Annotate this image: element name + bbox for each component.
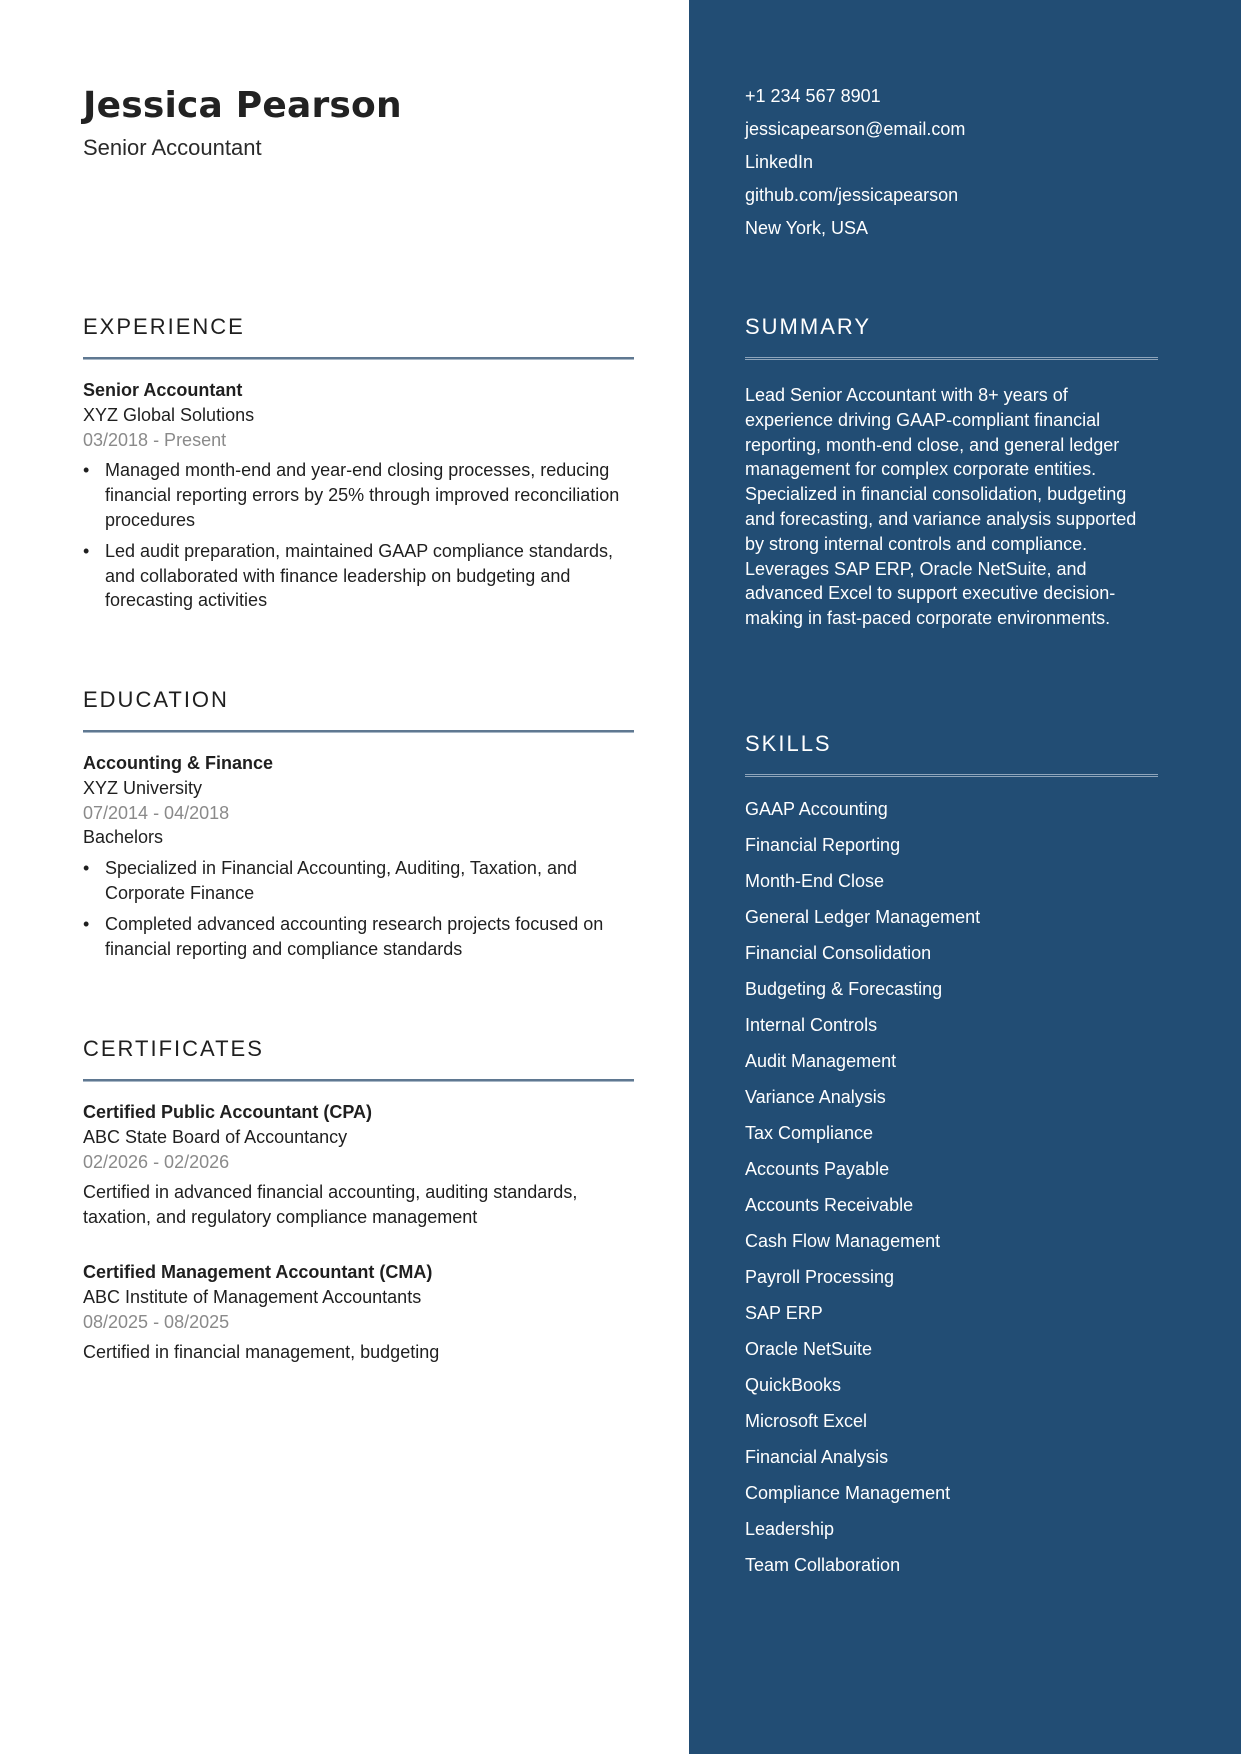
experience-company: XYZ Global Solutions <box>83 404 255 425</box>
skills-section-header <box>745 730 1158 777</box>
skill-item: Variance Analysis <box>745 1087 886 1107</box>
contact-phone[interactable]: +1 234 567 8901 <box>745 86 881 106</box>
education-heading: EDUCATION <box>83 687 229 712</box>
certificate-entry <box>83 1260 634 1365</box>
skill-item: Accounts Receivable <box>745 1195 914 1215</box>
skill-item: Internal Controls <box>745 1015 878 1035</box>
bullet-icon: • <box>83 540 90 561</box>
bullet-text: Managed month-end and year-end closing processes, reducing financial reporting errors by 25% through improved reconciliation procedures <box>105 460 620 530</box>
list-item <box>83 458 634 532</box>
bullet-text: Completed advanced accounting research projects focused on financial reporting and compliance standards <box>105 913 604 959</box>
bullet-icon: • <box>83 913 90 934</box>
skill-item: Accounts Payable <box>745 1159 890 1179</box>
skill-item: Microsoft Excel <box>745 1411 868 1431</box>
summary-text: Lead Senior Accountant with 8+ years of experience driving GAAP-compliant financial reporting, month-end close, and general ledger management for complex corporate entities. Specialized in financial consolidation, budgeting and forecasting, and variance analysis supported by strong internal controls and compliance. Leverages SAP ERP, Oracle NetSuite, and advanced Excel to support executive decision-making in fast-paced corporate environments. <box>745 385 1137 629</box>
skill-item: Month-End Close <box>745 871 885 891</box>
bullet-icon: • <box>83 858 90 879</box>
experience-job-title: Senior Accountant <box>83 380 243 400</box>
contact-github[interactable]: github.com/jessicapearson <box>745 185 959 205</box>
experience-dates: 03/2018 - Present <box>83 429 227 450</box>
bullet-text: Led audit preparation, maintained GAAP compliance standards, and collaborated with finance leadership on budgeting and forecasting activities <box>105 540 613 611</box>
education-divider <box>83 730 634 733</box>
education-dates: 07/2014 - 04/2018 <box>83 802 230 823</box>
bullet-text: Specialized in Financial Accounting, Auditing, Taxation, and Corporate Finance <box>105 858 577 903</box>
skill-item: Financial Consolidation <box>745 943 932 963</box>
skill-item: Compliance Management <box>745 1483 951 1503</box>
certificates-heading: CERTIFICATES <box>83 1036 264 1061</box>
candidate-title: Senior Accountant <box>83 135 262 160</box>
certificate-title: Certified Public Accountant (CPA) <box>83 1102 373 1122</box>
certificate-description: Certified in advanced financial accounting, auditing standards, taxation, and regulatory compliance management <box>83 1182 578 1228</box>
education-program: Accounting & Finance <box>83 753 274 773</box>
list-item <box>83 856 634 906</box>
certificate-dates: 02/2026 - 02/2026 <box>83 1151 230 1172</box>
skill-item: Cash Flow Management <box>745 1231 941 1251</box>
education-bullets <box>83 856 634 961</box>
skill-item: Tax Compliance <box>745 1123 874 1143</box>
contact-linkedin[interactable]: LinkedIn <box>745 152 814 172</box>
summary-heading: SUMMARY <box>745 314 872 339</box>
skill-item: General Ledger Management <box>745 907 981 927</box>
skill-item: Audit Management <box>745 1051 897 1071</box>
contact-location: New York, USA <box>745 218 869 238</box>
bullet-icon: • <box>83 460 90 481</box>
skill-item: Oracle NetSuite <box>745 1339 873 1359</box>
education-degree: Bachelors <box>83 827 164 848</box>
skill-item: SAP ERP <box>745 1303 823 1323</box>
certificate-issuer: ABC State Board of Accountancy <box>83 1126 348 1147</box>
education-section-header <box>83 686 634 733</box>
certificate-title: Certified Management Accountant (CMA) <box>83 1262 433 1282</box>
skills-list <box>745 791 1159 1583</box>
experience-section-header <box>83 313 634 360</box>
experience-heading: EXPERIENCE <box>83 314 245 339</box>
experience-entry <box>83 378 634 619</box>
experience-bullets <box>83 458 634 613</box>
skill-item: Leadership <box>745 1519 835 1539</box>
skills-heading: SKILLS <box>745 731 832 756</box>
certificate-dates: 08/2025 - 08/2025 <box>83 1311 230 1332</box>
skill-item: Budgeting & Forecasting <box>745 979 943 999</box>
skill-item: Financial Analysis <box>745 1447 889 1467</box>
list-item <box>83 539 634 613</box>
summary-divider <box>745 357 1158 360</box>
candidate-name: Jessica Pearson <box>83 85 402 126</box>
certificate-issuer: ABC Institute of Management Accountants <box>83 1286 422 1307</box>
contact-email[interactable]: jessicapearson@email.com <box>745 119 966 139</box>
education-school: XYZ University <box>83 777 203 798</box>
skills-divider <box>745 774 1158 777</box>
certificates-divider <box>83 1079 634 1082</box>
skill-item: Team Collaboration <box>745 1555 901 1575</box>
certificate-entry <box>83 1100 634 1230</box>
education-entry <box>83 751 634 967</box>
skill-item: Payroll Processing <box>745 1267 895 1287</box>
skill-item: QuickBooks <box>745 1375 842 1395</box>
certificate-description: Certified in financial management, budgeting <box>83 1342 440 1363</box>
contact-list <box>745 80 1165 245</box>
skill-item: Financial Reporting <box>745 835 901 855</box>
list-item <box>83 912 634 962</box>
certificates-section-header <box>83 1035 634 1082</box>
summary-section-header <box>745 313 1158 360</box>
skill-item: GAAP Accounting <box>745 799 888 819</box>
experience-divider <box>83 357 634 360</box>
